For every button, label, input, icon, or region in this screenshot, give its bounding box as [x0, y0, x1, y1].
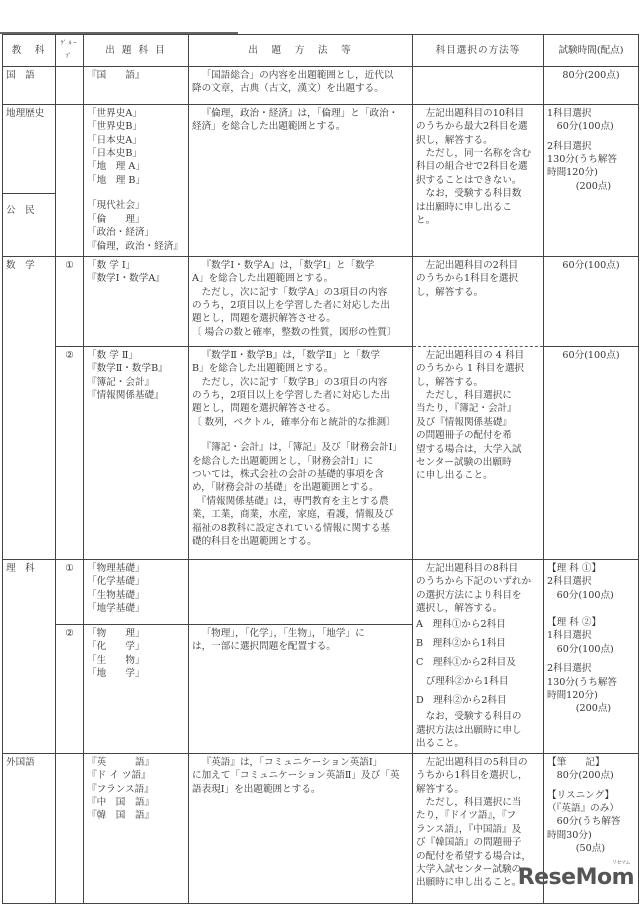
- text-line: 【理 科 ②】: [547, 617, 602, 629]
- group-cell: [56, 104, 84, 256]
- subject-cell: 理 科: [3, 559, 56, 753]
- logo-kana: リセマム: [612, 860, 630, 866]
- text-line: 『数学Ⅰ・数学A』は，「数学Ⅰ」と「数学: [201, 259, 375, 271]
- row-kokugo: [3, 66, 639, 104]
- subject-cell: 外国語: [3, 753, 56, 903]
- subject-cell: 数 学: [3, 256, 56, 559]
- text-line: 語表現Ⅰ」を出題範囲とする。: [192, 783, 321, 795]
- text-line: 「世界史A」: [87, 107, 142, 119]
- group-cell: ①: [56, 559, 84, 624]
- selection-note: [416, 710, 540, 750]
- text-line: 『ド イ ツ語』: [87, 770, 151, 782]
- text-line: と。: [416, 215, 436, 227]
- text-line: ついては，株式会社の会計の基礎的事項を含: [192, 469, 384, 481]
- text-line: 「国語総合」の内容を出題範囲とし，近代以: [201, 69, 394, 81]
- text-line: 2科目選択: [547, 576, 592, 588]
- text-line: 「物理」，「化学」，「生物」，「地学」に: [201, 627, 365, 639]
- text-line: 「日本史B」: [87, 148, 143, 160]
- row-chireki: [3, 104, 639, 193]
- text-line: のうちから1科目を選択: [416, 273, 519, 285]
- header-method: 出 題 方 法 等: [189, 35, 413, 67]
- method-text-other: [192, 441, 409, 548]
- selection-cell: [413, 256, 544, 346]
- text-line: 望する場合は，大学入試: [416, 443, 522, 455]
- group-cell: [56, 753, 84, 903]
- exam-cell: [84, 256, 189, 346]
- text-line: 業，工業，商業，水産，家庭，看護，情報及び: [192, 509, 394, 521]
- selection-intro: [416, 562, 540, 616]
- text-line: (50点): [547, 843, 606, 855]
- group-cell: ①: [56, 256, 84, 346]
- text-line: のうちから 1 科目を選択: [416, 363, 525, 375]
- text-line: 礎的科目を出題範囲とする。: [192, 536, 317, 548]
- time-cell: [544, 256, 639, 346]
- text-line: 択することはできない。: [416, 174, 522, 186]
- text-line: 「物理基礎」: [87, 562, 145, 574]
- text-line: センター試験の出願時: [416, 457, 512, 469]
- text-line: 左記出題科目の10科目: [425, 107, 525, 119]
- text-line: 左記出題科目の8科目: [425, 562, 519, 574]
- text-line: 経済」を総合した出題範囲とする。: [192, 121, 346, 133]
- text-line: 80分(200点): [562, 69, 620, 81]
- method-cell: [189, 559, 413, 624]
- row-math-1: [3, 256, 639, 346]
- text-line: 1科目選択: [547, 107, 592, 119]
- method-cell: [189, 753, 413, 903]
- text-line: び理科②から1科目: [416, 676, 509, 688]
- text-line: 「地 理 A」: [87, 161, 145, 173]
- text-line: 130分(うち解答: [547, 676, 618, 688]
- exam-cell: [84, 624, 189, 753]
- text-line: 「地 理 B」: [87, 174, 146, 186]
- text-line: 60分(100点): [547, 589, 614, 601]
- text-line: たり，『ドイツ語』，『フ: [416, 810, 517, 822]
- text-line: 『数学Ⅱ・数学B』: [87, 363, 168, 375]
- text-line: ただし，科目選択に当: [416, 797, 522, 809]
- time-one-subject: [547, 107, 635, 134]
- text-line: なお，受験する科目数: [416, 188, 522, 200]
- time-cell: [544, 559, 639, 753]
- text-line: うちから1科目を選択し，: [416, 770, 528, 782]
- text-line: 選択方法は出願時に申し: [416, 724, 522, 736]
- text-line: 福祉の8教科に設定されている情報に関する基: [192, 522, 390, 534]
- row-math-2: [3, 346, 639, 559]
- selection-cell: [413, 104, 544, 256]
- header-selection: 科目選択の方法等: [413, 35, 544, 67]
- header-exam-subjects: 出 題 科 目: [84, 35, 189, 67]
- text-line: A 理科①から2科目: [416, 619, 506, 631]
- selection-cell: [413, 559, 544, 753]
- text-line: 『数学Ⅰ・数学A』: [87, 273, 165, 285]
- text-line: 「化 学」: [87, 641, 145, 653]
- text-line: 時間120分): [547, 167, 598, 179]
- text-line: 時間30分): [547, 829, 592, 841]
- text-line: 題とし，問題を選択解答させる。: [192, 313, 336, 325]
- exam-subjects-table: [2, 34, 639, 904]
- method-cell: [189, 256, 413, 346]
- time-science-2-two: [547, 662, 635, 716]
- text-line: のうち，2項目以上を学習した者に対応した出: [192, 300, 390, 312]
- exam-cell: [84, 66, 189, 104]
- text-line: 降の文章，古典（古文，漢文）を出題する。: [192, 83, 384, 95]
- group-cell: ②: [56, 624, 84, 753]
- exam-cell: [84, 193, 189, 256]
- text-line: 60分(100点): [562, 259, 620, 271]
- exam-cell: [84, 346, 189, 559]
- selection-cell: [413, 66, 544, 104]
- text-line: 「地 学」: [87, 668, 145, 680]
- text-line: 60分(100点): [547, 121, 614, 133]
- text-line: 『中 国 語』: [87, 797, 155, 809]
- method-cell: [189, 346, 413, 559]
- text-line: 「化学基礎」: [87, 576, 145, 588]
- text-line: 「現代社会」: [87, 200, 145, 212]
- text-line: 60分(うち解答: [547, 816, 621, 828]
- text-line: 「数 学 Ⅰ」: [87, 259, 136, 271]
- text-line: 2科目選択: [547, 663, 592, 675]
- text-line: は出願時に申し出るこ: [416, 201, 512, 213]
- text-line: のうちから最大2科目を選: [416, 121, 528, 133]
- text-line: 「地学基礎」: [87, 603, 145, 615]
- text-line: 130分(うち解答: [547, 154, 618, 166]
- text-line: 〔 場合の数と確率，整数の性質，図形の性質〕: [192, 326, 397, 338]
- text-line: 2科目選択: [547, 140, 592, 152]
- text-line: 左記出題科目の2科目: [425, 259, 519, 271]
- text-line: 『韓 国 語』: [87, 810, 155, 822]
- subject-cell: 地理歴史: [3, 104, 56, 193]
- text-line: C 理科①から2科目及: [416, 657, 516, 669]
- text-line: 科目の組合せで2科目を選: [416, 161, 528, 173]
- text-line: 出願時に申し出ること。: [416, 877, 522, 889]
- text-line: 時間120分): [547, 690, 598, 702]
- text-line: は，一部に選択問題を配置する。: [192, 641, 336, 653]
- time-cell: [544, 66, 639, 104]
- exam-cell: [84, 753, 189, 903]
- text-line: 出ること。: [416, 738, 464, 750]
- text-line: 題とし，問題を選択解答させる。: [192, 403, 336, 415]
- text-line: 『情報関係基礎』: [87, 390, 164, 402]
- text-line: 大学入試センター試験の: [416, 864, 522, 876]
- text-line: 選択し，解答する。: [416, 603, 503, 615]
- text-line: 「物 理」: [87, 627, 145, 639]
- text-line: 『数学Ⅱ・数学B』は，「数学Ⅱ」と「数学: [201, 349, 380, 361]
- exam-cell: [84, 559, 189, 624]
- text-line: 「世界史B」: [87, 121, 143, 133]
- text-line: のうち，2項目以上を学習した者に対応した出: [192, 390, 390, 402]
- text-line: 60分(100点): [562, 349, 620, 361]
- subject-cell: 公 民: [3, 193, 56, 256]
- text-line: 【筆 記】: [547, 756, 605, 768]
- text-line: 『倫理，政治・経済』: [87, 240, 183, 252]
- text-line: 「政治・経済」: [87, 227, 155, 239]
- text-line: D 理科②から2科目: [416, 695, 507, 707]
- text-line: に申し出ること。: [416, 470, 493, 482]
- row-science-1: [3, 559, 639, 624]
- text-line: し，解答する。: [416, 286, 484, 298]
- text-line: 80分(200点): [547, 770, 614, 782]
- text-line: 左記出題科目の5科目の: [425, 756, 528, 768]
- text-line: ただし，科目選択に: [416, 390, 512, 402]
- method-cell: [189, 66, 413, 104]
- text-line: ただし，次に記す「数学A」の3項目の内容: [192, 286, 388, 298]
- text-line: (200点): [547, 180, 612, 192]
- text-line: 60分(100点): [547, 643, 614, 655]
- method-text-math: [192, 349, 409, 429]
- text-line: し，解答する。: [416, 376, 484, 388]
- text-line: なお，受験する科目の: [425, 711, 522, 723]
- text-line: 〔 数列，ベクトル，確率分布と統計的な推測〕: [192, 416, 396, 428]
- time-written: [547, 756, 635, 783]
- method-cell: [189, 104, 413, 256]
- time-cell: [544, 104, 639, 256]
- group-cell: ②: [56, 346, 84, 559]
- text-line: 『簿記・会計』: [87, 376, 155, 388]
- text-line: 解答する。: [416, 783, 464, 795]
- text-line: （『英語』のみ）: [547, 803, 619, 815]
- text-line: B」を総合した出題範囲とする。: [192, 363, 334, 375]
- text-line: 「数 学 Ⅱ」: [87, 349, 138, 361]
- text-line: ただし，次に記す「数学B」の3項目の内容: [192, 376, 388, 388]
- header-subject: 教 科: [3, 35, 56, 67]
- text-line: B 理科②から1科目: [416, 638, 506, 650]
- header-time: 試験時間(配点): [544, 35, 639, 67]
- header-group: ｸﾞﾙｰﾌﾟ: [56, 35, 84, 67]
- method-cell: [189, 624, 413, 753]
- exam-cell: [84, 104, 189, 193]
- selection-options: [416, 615, 540, 710]
- time-listening: [547, 789, 635, 856]
- text-line: 及び『情報関係基礎』: [416, 416, 512, 428]
- text-line: び『韓国語』の問題冊子: [416, 837, 522, 849]
- text-line: 『英 語』: [87, 756, 155, 768]
- text-line: 【理 科 ①】: [547, 562, 602, 574]
- text-line: 左記出題科目の 4 科目: [425, 349, 525, 361]
- time-two-subjects: [547, 140, 635, 194]
- logo-text: ReseMom: [517, 865, 634, 890]
- subject-cell: 国 語: [3, 66, 56, 104]
- text-line: の配付を希望する場合は，: [416, 850, 532, 862]
- text-line: め，「財務会計の基礎」を出題範囲とする。: [192, 482, 379, 494]
- text-line: 『フランス語』: [87, 783, 154, 795]
- text-line: 「生 物」: [87, 654, 145, 666]
- text-line: の問題冊子の配付を希: [416, 430, 512, 442]
- group-cell: [56, 66, 84, 104]
- time-cell: [544, 346, 639, 559]
- text-line: 【リスニング】: [547, 789, 615, 801]
- text-line: のうちから下記のいずれか: [416, 576, 532, 588]
- text-line: 「生物基礎」: [87, 589, 145, 601]
- text-line: (200点): [547, 703, 612, 715]
- text-line: 『英語』は，「コミュニケーション英語Ⅰ」: [201, 756, 383, 768]
- time-science-2-one: [547, 616, 635, 656]
- selection-cell: [413, 346, 544, 559]
- text-line: 『倫理，政治・経済』は，「倫理」と「政治・: [201, 107, 399, 119]
- time-science-1: [547, 562, 635, 602]
- text-line: 「倫 理」: [87, 213, 145, 225]
- text-line: に加えて「コミュニケーション英語Ⅱ」及び「英: [192, 770, 400, 782]
- text-line: A」を総合した出題範囲とする。: [192, 273, 334, 285]
- text-line: 択し，解答する。: [416, 134, 493, 146]
- text-line: を総合した出題範囲とし，「財務会計Ⅰ」に: [192, 455, 374, 467]
- text-line: 「日本史A」: [87, 134, 142, 146]
- text-line: 『国 語』: [87, 69, 145, 81]
- header-row: [3, 35, 639, 67]
- text-line: 1科目選択: [547, 630, 592, 642]
- text-line: の選択方法により科目を: [416, 589, 522, 601]
- text-line: 『情報関係基礎』は，専門教育を主とする農: [192, 495, 389, 507]
- text-line: 『簿記・会計』は，「簿記」及び「財務会計Ⅰ」: [201, 442, 403, 454]
- text-line: 当たり，『簿記・会計』: [416, 403, 517, 415]
- text-line: ランス語』，『中国語』及: [416, 823, 522, 835]
- resemom-logo: [517, 860, 634, 890]
- text-line: ただし，同一名称を含む: [416, 148, 532, 160]
